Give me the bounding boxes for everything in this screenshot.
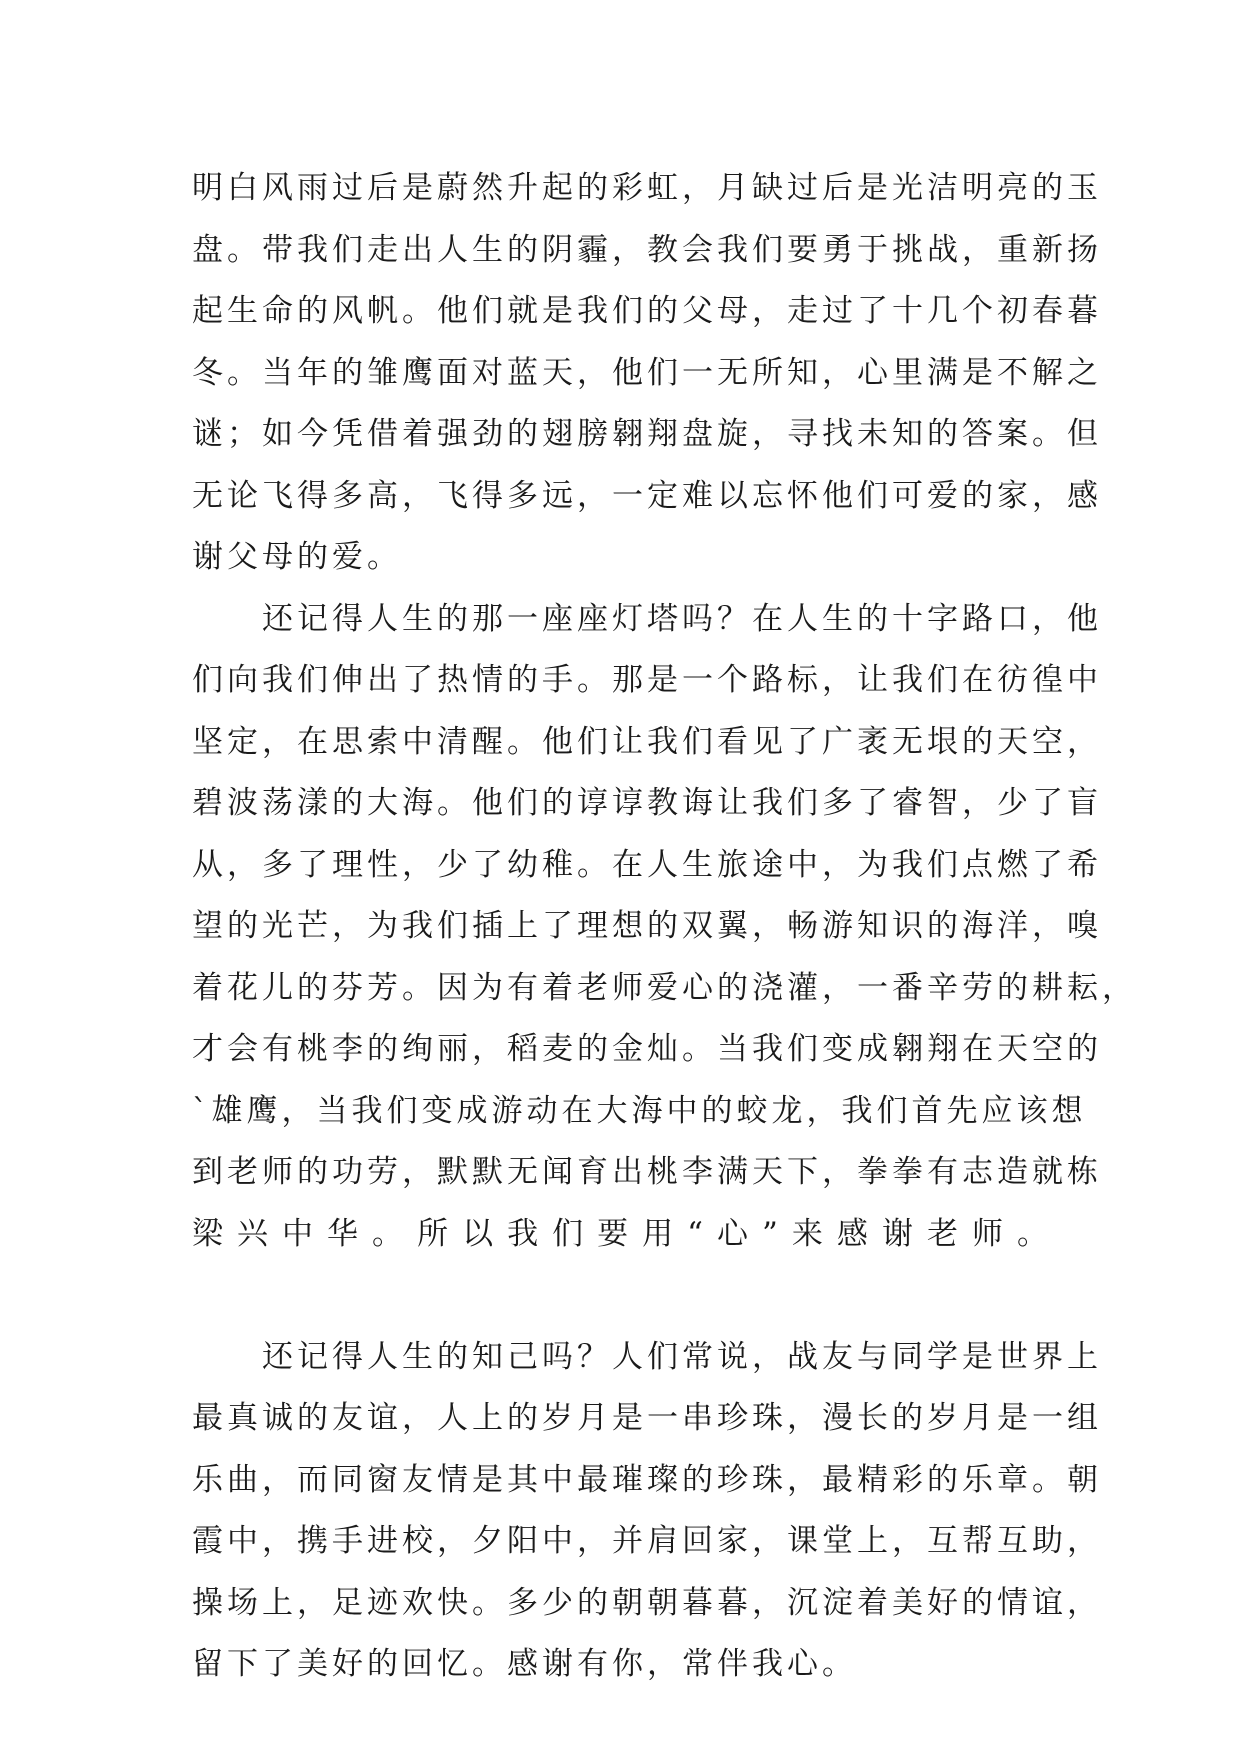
paragraph-teachers (192, 589, 1137, 1327)
text-line: 冬。当年的雏鹰面对蓝天，他们一无所知，心里满是不解之 (192, 354, 1102, 391)
paragraph-parents (192, 158, 1102, 589)
text-line: 霞中，携手进校，夕阳中，并肩回家，课堂上，互帮互助， (192, 1523, 1102, 1559)
text-line: 乐曲，而同窗友情是其中最璀璨的珍珠，最精彩的乐章。朝 (192, 1461, 1102, 1498)
text-line: 操场上，足迹欢快。多少的朝朝暮暮，沉淀着美好的情谊， (192, 1584, 1102, 1621)
text-line: 梁兴中华。所以我们要用“心”来感谢老师。 (192, 1215, 1052, 1252)
text-line: 最真诚的友谊，人上的岁月是一串珍珠，漫长的岁月是一组 (192, 1400, 1102, 1436)
paragraph-classmates (192, 1327, 1102, 1696)
text-line: 还记得人生的知己吗？人们常说，战友与同学是世界上 (192, 1338, 1102, 1375)
text-line (192, 1265, 1052, 1327)
document-body (192, 158, 1137, 1696)
text-line: 才会有桃李的绚丽，稻麦的金灿。当我们变成翱翔在天空的 (192, 1031, 1102, 1067)
text-line: 明白风雨过后是蔚然升起的彩虹，月缺过后是光洁明亮的玉 (192, 170, 1102, 206)
text-line: 起生命的风帆。他们就是我们的父母，走过了十几个初春暮 (192, 293, 1102, 329)
text-line: 无论飞得多高，飞得多远，一定难以忘怀他们可爱的家，感 (192, 477, 1102, 514)
text-line: 们向我们伸出了热情的手。那是一个路标，让我们在彷徨中 (192, 662, 1102, 698)
text-line: 坚定，在思索中清醒。他们让我们看见了广袤无垠的天空， (192, 723, 1102, 760)
text-line: 望的光芒，为我们插上了理想的双翼，畅游知识的海洋，嗅 (192, 908, 1102, 944)
text-line: 谜；如今凭借着强劲的翅膀翱翔盘旋，寻找未知的答案。但 (192, 416, 1102, 452)
text-line: 谢父母的爱。 (192, 539, 402, 575)
text-line: 到老师的功劳，默默无闻育出桃李满天下，拳拳有志造就栋 (192, 1154, 1102, 1190)
text-line: 还记得人生的那一座座灯塔吗？在人生的十字路口，他 (192, 600, 1102, 637)
text-line: 盘。带我们走出人生的阴霾，教会我们要勇于挑战，重新扬 (192, 231, 1102, 268)
text-line: 留下了美好的回忆。感谢有你，常伴我心。 (192, 1646, 857, 1682)
text-line: 碧波荡漾的大海。他们的谆谆教诲让我们多了睿智，少了盲 (192, 785, 1102, 821)
text-line: `雄鹰，当我们变成游动在大海中的蛟龙，我们首先应该想 (192, 1092, 1087, 1129)
text-line: 从，多了理性，少了幼稚。在人生旅途中，为我们点燃了希 (192, 846, 1102, 883)
text-line: 着花儿的芬芳。因为有着老师爱心的浇灌，一番辛劳的耕耘， (192, 969, 1137, 1006)
